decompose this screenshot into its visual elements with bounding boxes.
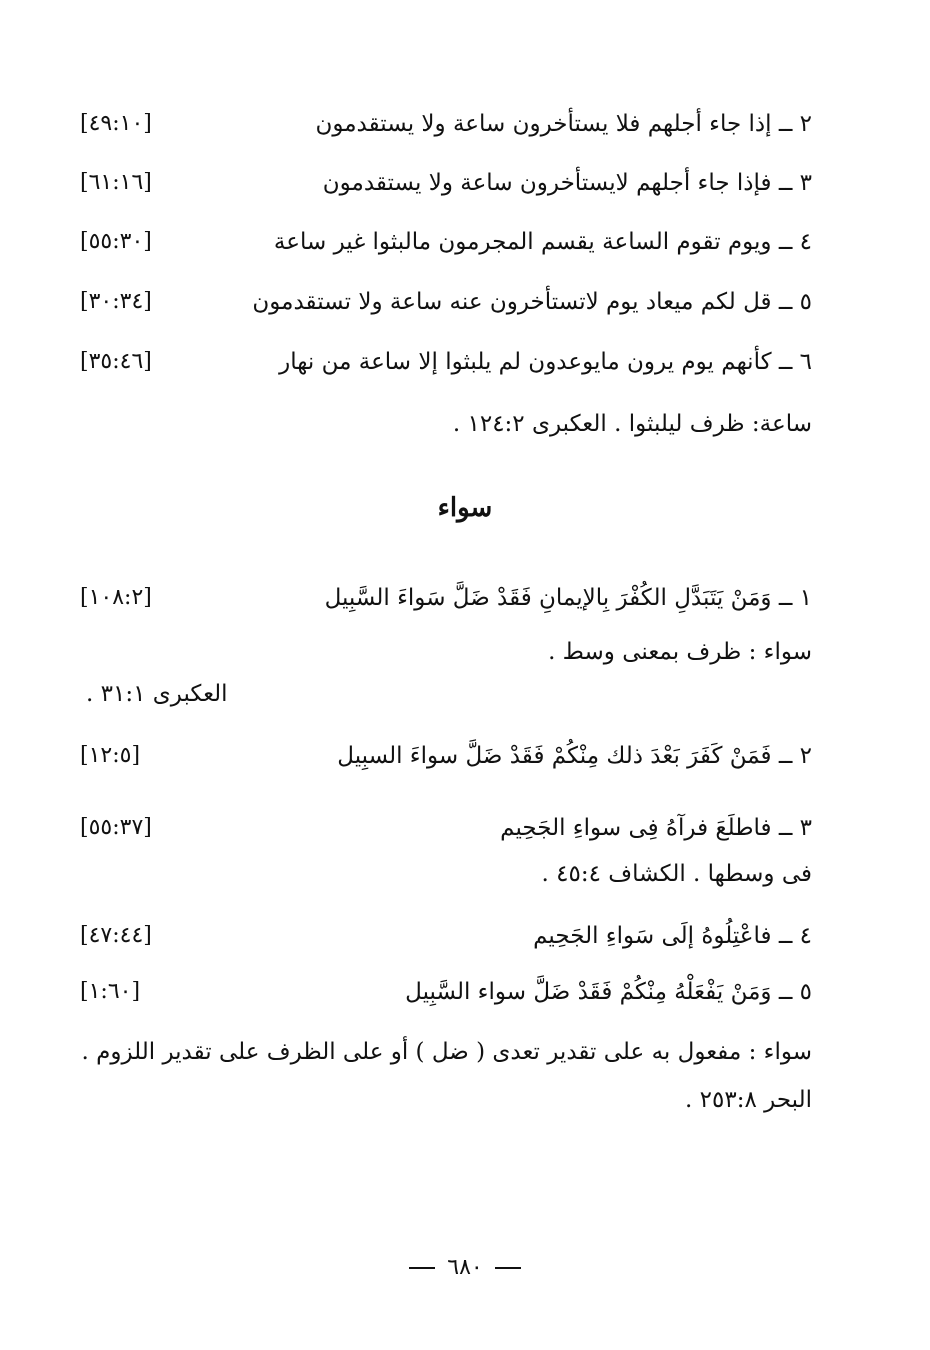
commentary-note: سواء : مفعول به على تقدير تعدى ( ضل ) أو على الظرف على تقدير اللزوم .	[81, 1039, 812, 1065]
verse-text: ١ ــ وَمَنْ يَتَبَدَّلِ الكُفْرَ بِالإيمانِ فَقَدْ ضَلَّ سَواءَ السَّبِيل	[324, 585, 812, 611]
verse-reference: [٣٥:٤٦]	[80, 349, 152, 374]
commentary-note: ساعة: ظرف ليلبثوا . العكبرى ١٢٤:٢ .	[452, 411, 812, 437]
commentary-note: سواء : ظرف بمعنى وسط .	[548, 639, 812, 665]
verse-text: ٣ ــ فإذا جاء أجلهم لايستأخرون ساعة ولا يستقدمون	[322, 170, 812, 196]
verse-text: ٣ ــ فاطلَعَ فرآهُ فِى سواءِ الجَحِيم	[500, 815, 812, 841]
verse-text: ٢ ــ فَمَنْ كَفَرَ بَعْدَ ذلك مِنْكُمْ فَقَدْ ضَلَّ سواءَ السبِيل	[337, 743, 812, 769]
page-number	[0, 1246, 930, 1290]
verse-text: ٤ ــ فاعْتِلُوهُ إلَى سَواءِ الجَحِيم	[533, 923, 812, 949]
verse-text: ٥ ــ وَمَنْ يَفْعَلْهُ مِنْكُمْ فَقَدْ ضَلَّ سواء السَّبِيل	[405, 979, 812, 1005]
verse-reference: [٤٧:٤٤]	[80, 923, 152, 948]
verse-reference: [١٠٨:٢]	[80, 585, 152, 610]
page-number-dash	[409, 1267, 435, 1269]
verse-line	[80, 340, 812, 384]
verse-reference: [١٢:٥]	[80, 743, 141, 768]
verse-text: ٤ ــ ويوم تقوم الساعة يقسم المجرمون مالبثوا غير ساعة	[273, 229, 812, 255]
verse-reference: [٥٥:٣٠]	[80, 229, 152, 254]
page-number-dash	[495, 1267, 521, 1269]
verse-line	[80, 576, 812, 620]
verse-line	[80, 102, 812, 146]
verse-line	[80, 914, 812, 958]
verse-reference: [٦١:١٦]	[80, 170, 152, 195]
verse-line	[80, 220, 812, 264]
commentary-note: فى وسطها . الكشاف ٤٥:٤ .	[541, 861, 812, 887]
verse-line	[80, 734, 812, 778]
section-heading: سواء	[437, 493, 493, 523]
verse-text: ٦ ــ كأنهم يوم يرون مايوعدون لم يلبثوا إلا ساعة من نهار	[279, 349, 812, 375]
verse-line	[80, 806, 812, 850]
verse-line	[80, 970, 812, 1014]
verse-line	[80, 161, 812, 205]
page-number-value: ٦٨٠	[447, 1255, 483, 1280]
verse-reference: [٥٥:٣٧]	[80, 815, 152, 840]
verse-text: ٢ ــ إذا جاء أجلهم فلا يستأخرون ساعة ولا يستقدمون	[315, 111, 812, 137]
commentary-source: البحر ٢٥٣:٨ .	[685, 1087, 812, 1113]
verse-reference: [٣٠:٣٤]	[80, 289, 152, 314]
verse-text: ٥ ــ قل لكم ميعاد يوم لاتستأخرون عنه ساعة ولا تستقدمون	[252, 289, 812, 315]
verse-reference: [٤٩:١٠]	[80, 111, 152, 136]
verse-reference: [١:٦٠]	[80, 979, 141, 1004]
verse-line	[80, 280, 812, 324]
commentary-source: العكبرى ٣١:١ .	[86, 681, 228, 707]
